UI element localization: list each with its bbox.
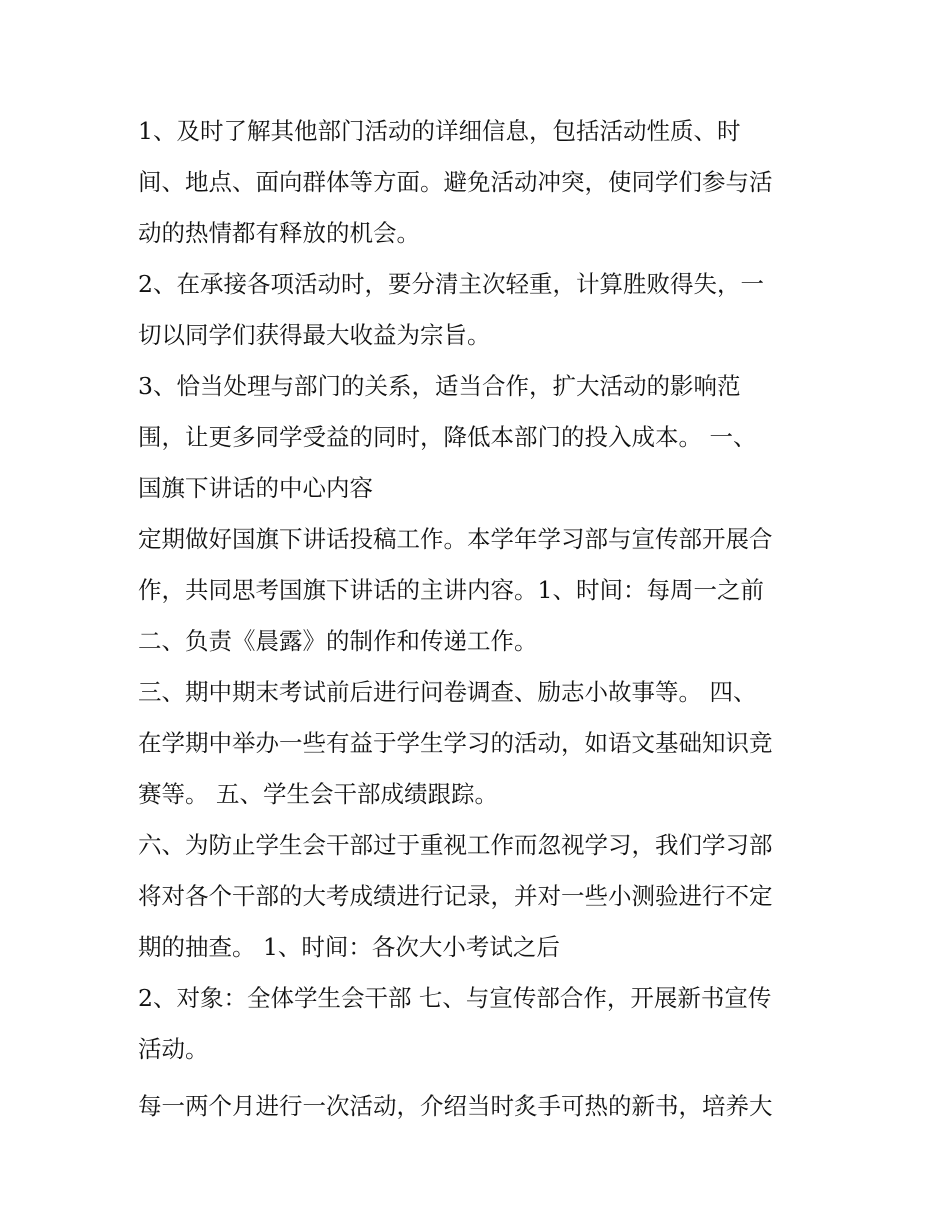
text-line: 3、恰当处理与部门的关系，适当合作，扩大活动的影响范	[138, 372, 741, 400]
text-line: 1、及时了解其他部门活动的详细信息，包括活动性质、时	[138, 117, 741, 145]
text-line: 国旗下讲话的中心内容	[138, 474, 373, 502]
text-line: 2、在承接各项活动时，要分清主次轻重，计算胜败得失，一	[138, 270, 764, 298]
text-line: 围，让更多同学受益的同时，降低本部门的投入成本。 一、	[138, 423, 757, 451]
text-line: 将对各个干部的大考成绩进行记录，并对一些小测验进行不定	[138, 882, 773, 910]
text-line: 间、地点、面向群体等方面。避免活动冲突，使同学们参与活	[138, 168, 773, 196]
text-line: 在学期中举办一些有益于学生学习的活动，如语文基础知识竞	[138, 729, 773, 757]
text-line: 切以同学们获得最大收益为宗旨。	[138, 321, 491, 349]
text-line: 2、对象：全体学生会干部 七、与宣传部合作，开展新书宣传	[138, 984, 772, 1012]
document-body	[138, 106, 818, 1132]
text-line: 动的热情都有释放的机会。	[138, 219, 420, 247]
text-line: 每一两个月进行一次活动，介绍当时炙手可热的新书，培养大	[138, 1092, 773, 1120]
text-line: 二、负责《晨露》的制作和传递工作。	[138, 627, 538, 655]
text-line: 三、期中期末考试前后进行问卷调查、励志小故事等。 四、	[138, 678, 757, 706]
text-line: 期的抽查。 1、时间：各次大小考试之后	[138, 933, 560, 961]
text-line: 赛等。 五、学生会干部成绩跟踪。	[138, 780, 498, 808]
text-line: 六、为防止学生会干部过于重视工作而忽视学习，我们学习部	[138, 831, 773, 859]
text-line: 活动。	[138, 1035, 209, 1063]
text-line: 定期做好国旗下讲话投稿工作。本学年学习部与宣传部开展合	[138, 525, 773, 553]
text-line: 作，共同思考国旗下讲话的主讲内容。1、时间：每周一之前	[138, 576, 764, 604]
